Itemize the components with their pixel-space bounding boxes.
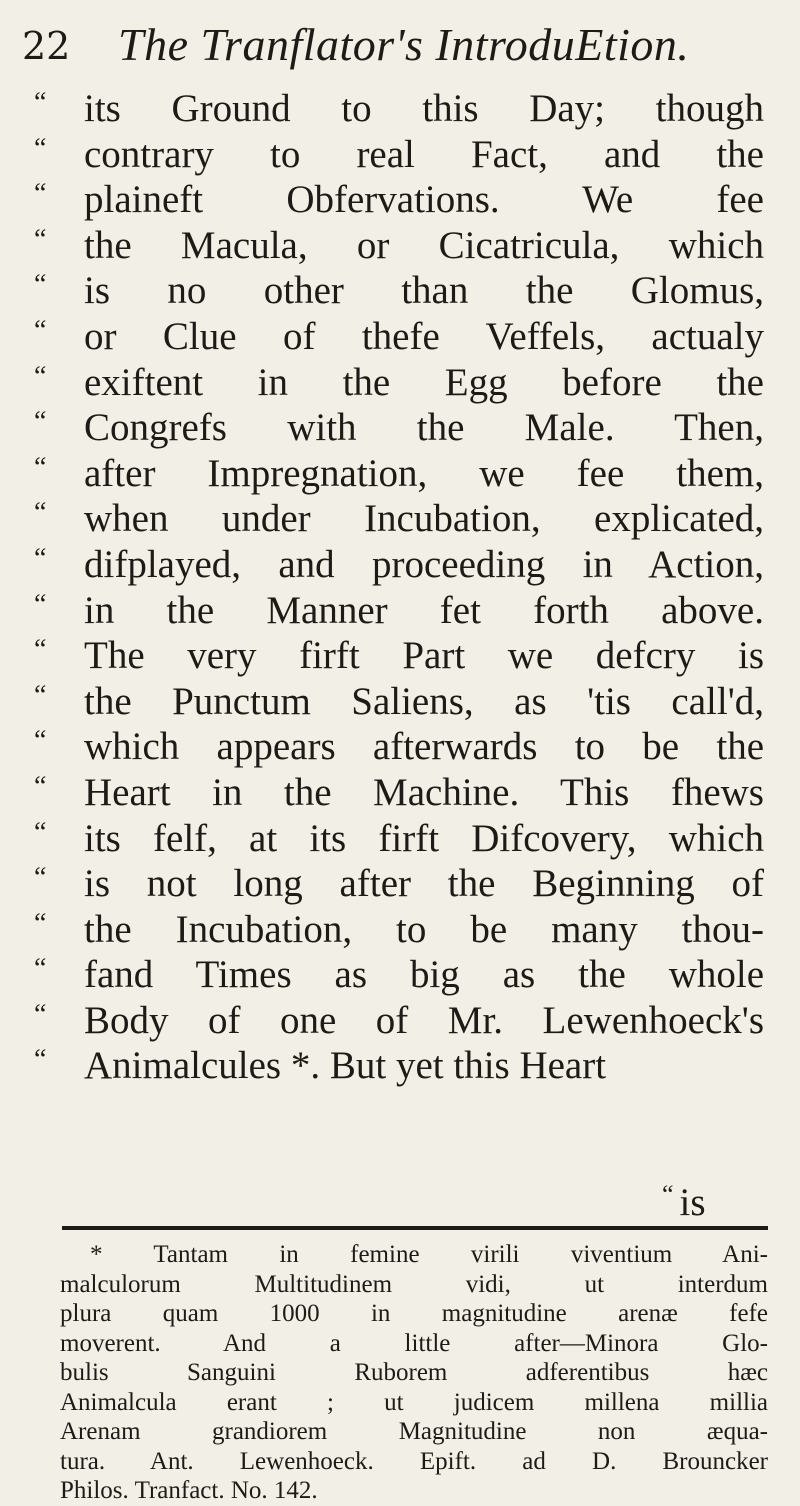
catchword-quote-mark: “ xyxy=(662,1180,674,1209)
page-number: 22 xyxy=(22,24,71,68)
line-text: Congrefs with the Male. Then, xyxy=(84,406,764,450)
quote-mark: “ xyxy=(34,816,47,848)
line-text: the Punctum Saliens, as 'tis call'd, xyxy=(84,679,764,723)
footnote-line: malculorum Multitudinem vidi, ut interdum xyxy=(60,1270,768,1298)
line-text: Heart in the Machine. This fhews xyxy=(84,770,764,814)
quote-mark: “ xyxy=(34,679,47,711)
quote-mark: “ xyxy=(34,406,47,438)
footnote-line: moverent. And a little after—Minora Glo- xyxy=(60,1329,768,1357)
text-line xyxy=(34,360,764,406)
line-text: The very firft Part we defcry is xyxy=(84,634,764,678)
text-line xyxy=(34,86,764,132)
catchword xyxy=(662,1180,706,1225)
line-text: is not long after the Beginning of xyxy=(84,862,764,906)
quote-mark: “ xyxy=(34,314,47,346)
quote-mark: “ xyxy=(34,862,47,894)
text-line xyxy=(34,405,764,451)
page-header xyxy=(22,14,760,78)
line-text: its felf, at its firft Difcovery, which xyxy=(84,816,764,860)
catchword-text: is xyxy=(679,1181,706,1224)
text-line xyxy=(34,268,764,314)
line-text: contrary to real Fact, and the xyxy=(84,132,764,176)
text-line xyxy=(34,861,764,907)
text-line xyxy=(34,770,764,816)
text-line xyxy=(34,132,764,178)
quote-mark: “ xyxy=(34,132,47,164)
line-text: exiftent in the Egg before the xyxy=(84,360,764,404)
line-text: difplayed, and proceeding in Action, xyxy=(84,542,764,586)
quote-mark: “ xyxy=(34,178,47,210)
quote-mark: “ xyxy=(34,953,47,985)
text-line xyxy=(34,952,764,998)
line-text: Animalcules *. But yet this Heart xyxy=(84,1044,607,1088)
footnote-line: Philos. Tranfact. No. 142. xyxy=(60,1477,318,1504)
quote-mark: “ xyxy=(34,907,47,939)
quote-mark: “ xyxy=(34,998,47,1030)
quote-mark: “ xyxy=(34,87,47,118)
quote-mark: “ xyxy=(34,269,47,301)
line-text: when under Incubation, explicated, xyxy=(84,497,764,541)
text-line xyxy=(34,588,764,634)
text-line xyxy=(34,496,764,542)
quote-mark: “ xyxy=(34,725,47,757)
quote-mark: “ xyxy=(34,1044,47,1076)
text-line xyxy=(34,724,764,770)
text-line xyxy=(34,633,764,679)
text-line xyxy=(34,1043,764,1089)
quote-mark: “ xyxy=(34,451,47,483)
running-head: The Tranflator's IntroduEtion. xyxy=(118,19,690,70)
footnote-line: * Tantam in femine virili viventium Ani- xyxy=(90,1241,768,1268)
text-line xyxy=(34,816,764,862)
text-line xyxy=(34,907,764,953)
footnote xyxy=(60,1240,768,1506)
text-line xyxy=(34,679,764,725)
footnote-line: Animalcula erant ; ut judicem millena millia xyxy=(60,1388,768,1416)
text-line xyxy=(34,542,764,588)
quote-mark: “ xyxy=(34,497,47,529)
quote-mark: “ xyxy=(34,360,47,392)
quote-mark: “ xyxy=(34,634,47,666)
line-text: the Incubation, to be many thou- xyxy=(84,907,764,951)
footnote-rule xyxy=(62,1226,768,1230)
text-line xyxy=(34,223,764,269)
footnote-line: Arenam grandiorem Magnitudine non æqua- xyxy=(60,1418,768,1445)
main-text xyxy=(34,86,764,1089)
line-text: fand Times as big as the whole xyxy=(84,953,764,997)
text-line xyxy=(34,998,764,1044)
footnote-line: bulis Sanguini Ruborem adferentibus hæc xyxy=(60,1359,768,1386)
line-text: the Macula, or Cicatricula, which xyxy=(84,223,764,267)
line-text: after Impregnation, we fee them, xyxy=(84,451,764,495)
line-text: in the Manner fet forth above. xyxy=(84,588,764,632)
quote-mark: “ xyxy=(34,588,47,620)
line-text: Body of one of Mr. Lewenhoeck's xyxy=(84,998,764,1042)
quote-mark: “ xyxy=(34,770,47,802)
quote-mark: “ xyxy=(34,542,47,574)
line-text: its Ground to this Day; though xyxy=(84,87,764,130)
line-text: which appears afterwards to be the xyxy=(84,725,764,769)
line-text: is no other than the Glomus, xyxy=(84,269,764,313)
line-text: plaineft Obfervations. We fee xyxy=(84,178,764,222)
text-line xyxy=(34,177,764,223)
text-line xyxy=(34,314,764,360)
text-line xyxy=(34,451,764,497)
footnote-line: tura. Ant. Lewenhoeck. Epift. ad D. Brouncker xyxy=(60,1447,768,1475)
line-text: or Clue of thefe Veffels, actualy xyxy=(84,314,764,358)
quote-mark: “ xyxy=(34,223,47,255)
footnote-line: plura quam 1000 in magnitudine arenæ fefe xyxy=(60,1300,768,1327)
